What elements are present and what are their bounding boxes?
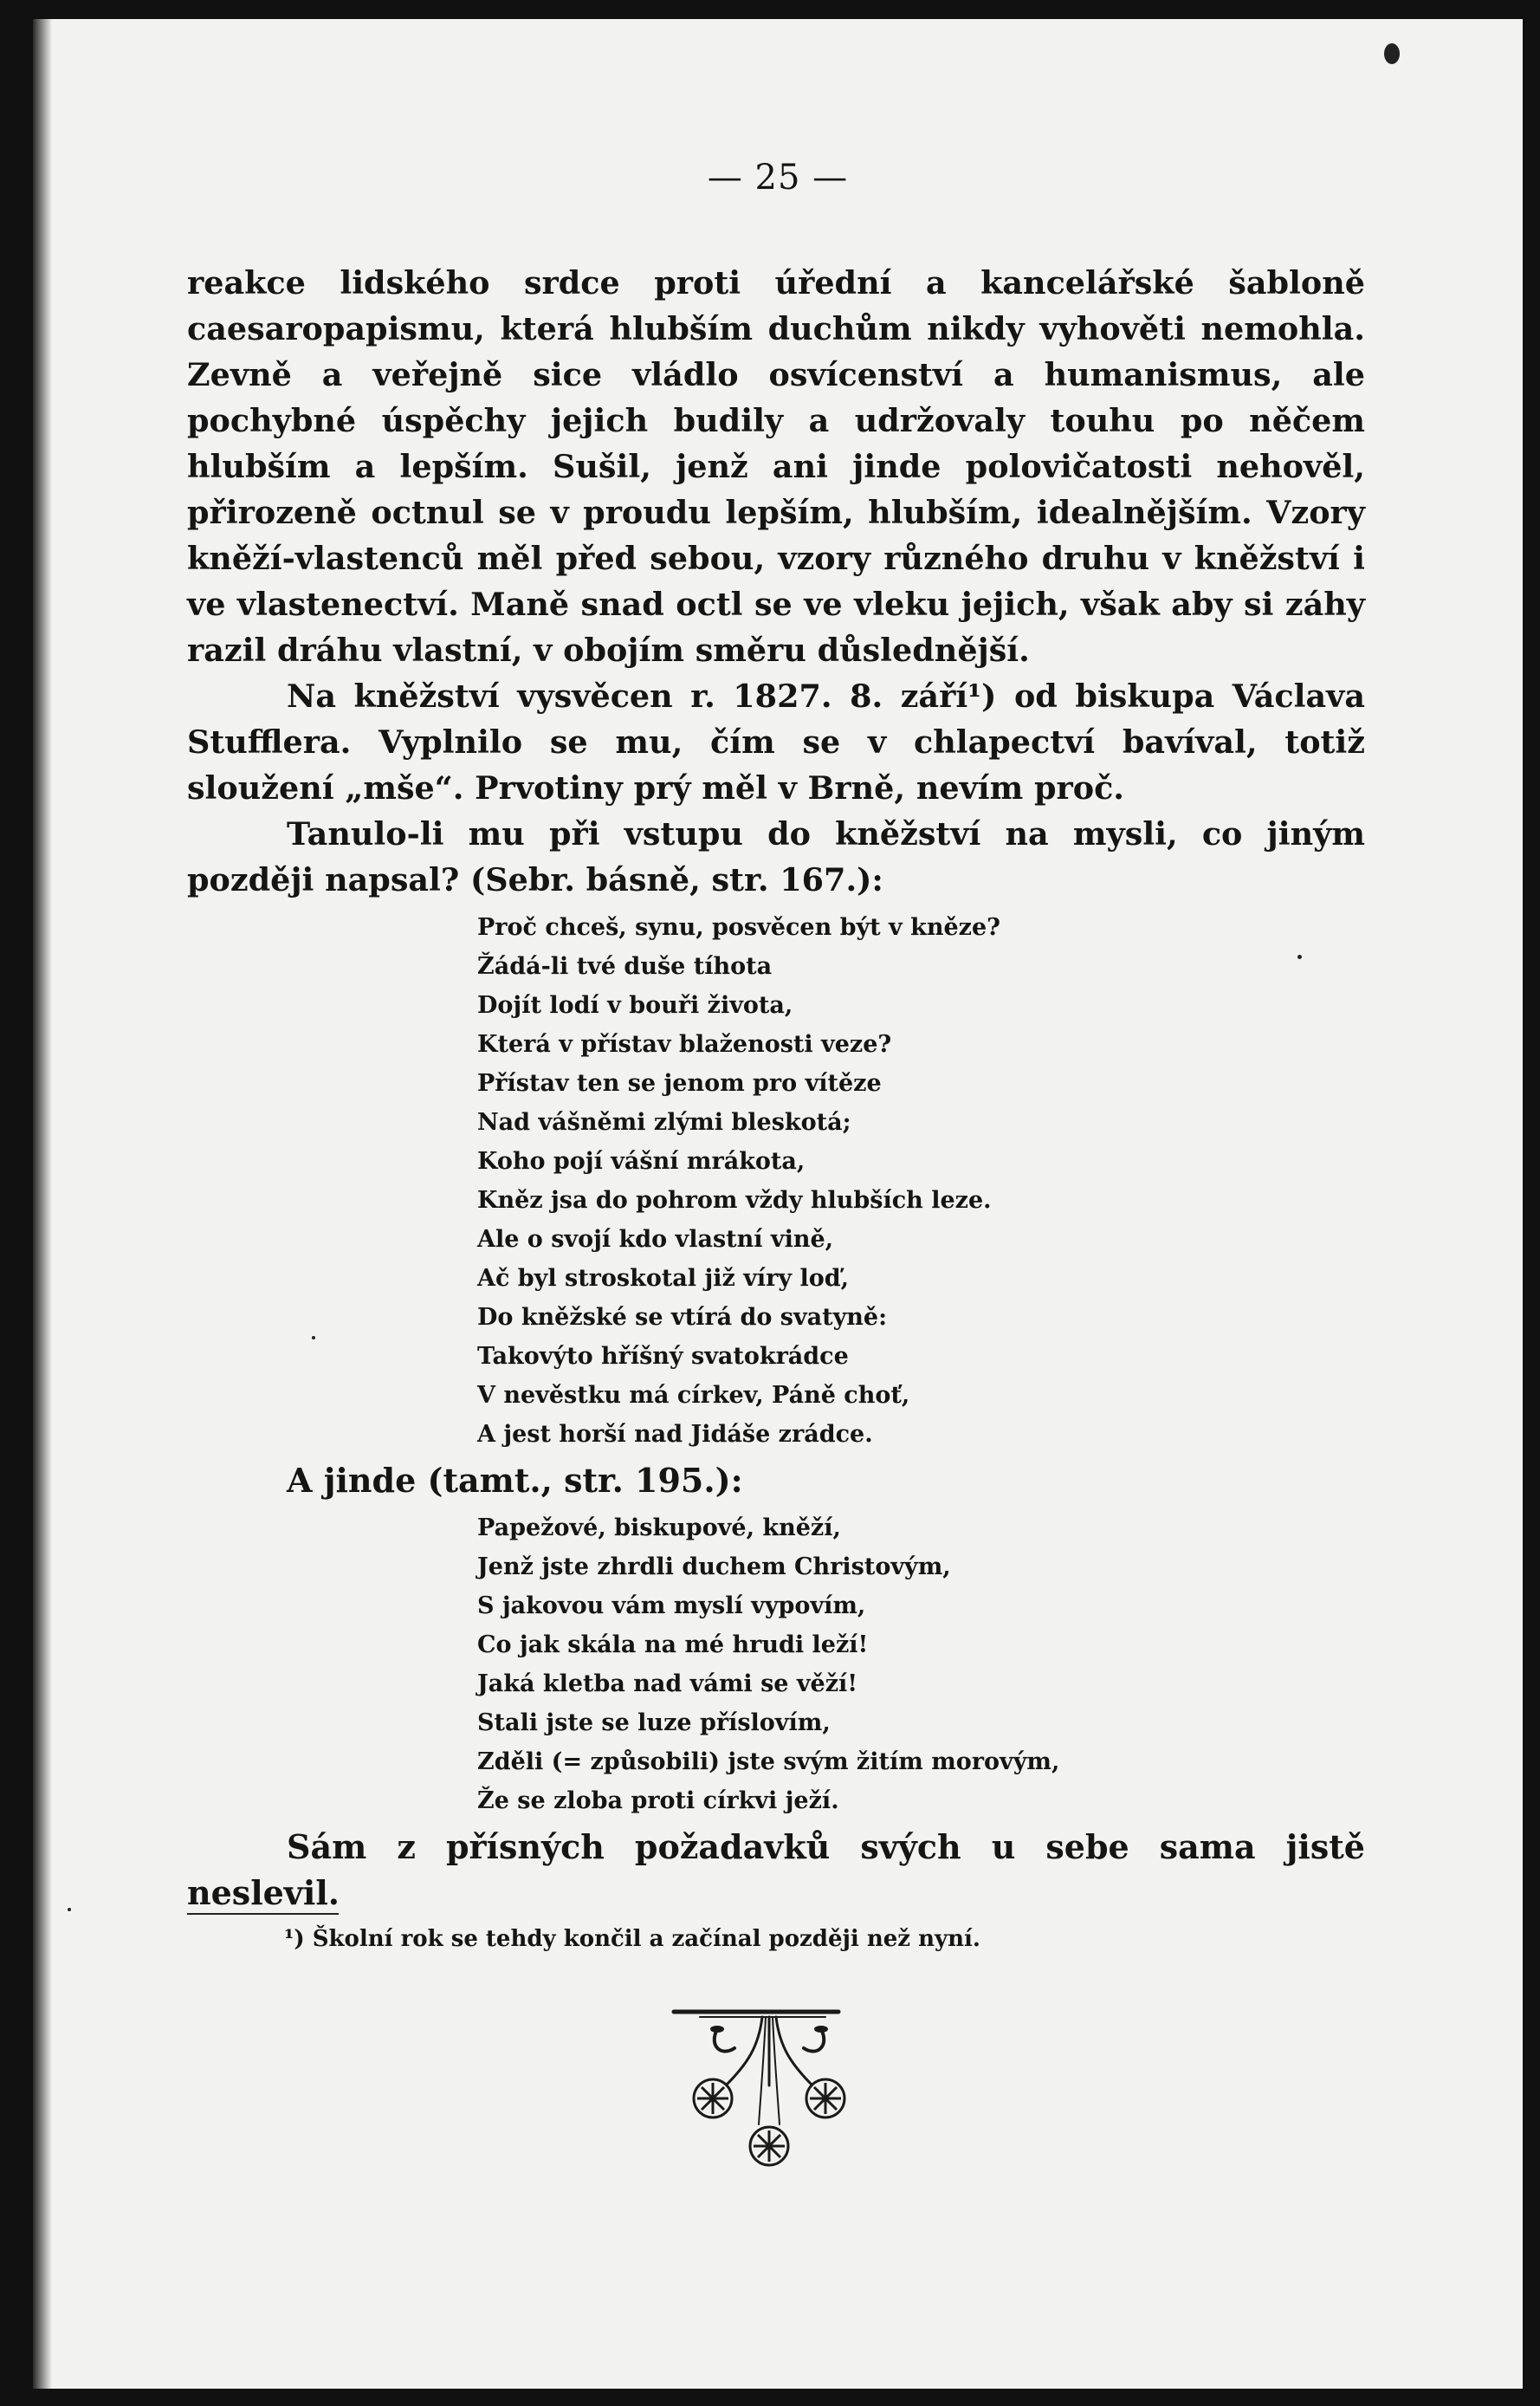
poem-line: Kněz jsa do pohrom vždy hlubších leze. bbox=[477, 1187, 992, 1214]
poem-line: Zděli (= způsobili) jste svým žitím morovým, bbox=[477, 1748, 1060, 1775]
ink-speck bbox=[68, 1908, 71, 1911]
poem-line: Nad vášněmi zlými bleskotá; bbox=[477, 1109, 851, 1136]
footnote: ¹) Školní rok se tehdy končil a začínal později než nyní. bbox=[284, 1926, 980, 1952]
page-number: — 25 — bbox=[707, 158, 849, 198]
ink-speck bbox=[1297, 955, 1302, 959]
paragraph-1: reakce lidského srdce proti úřední a kancelářské šabloně caesaropapismu, která hlubším duchům nikdy vyhověti nemohla. Zevně a veřejně sice vládlo osvícenství a humanismus, ale pochybné úspěchy jejich budily a udržovaly touhu po něčem hlubším a lepším. Sušil, jenž ani jinde polovičatosti nehověl, přirozeně octnul se v proudu lepším, hlubším, idealnějším. Vzory kněží-vlastenců měl před sebou, vzory různého druhu v kněžství i ve vlastenectví. Maně snad octl se ve vleku jejich, však aby si záhy razil dráhu vlastní, v obojím směru důslednější. bbox=[187, 264, 1365, 669]
floral-tailpiece-icon bbox=[665, 2003, 899, 2176]
body-text bbox=[187, 260, 1365, 1916]
poem-line: Do kněžské se vtírá do svatyně: bbox=[477, 1304, 888, 1331]
poem-line: Jaká kletba nad vámi se věží! bbox=[477, 1670, 858, 1697]
poem-line: Přístav ten se jenom pro vítěze bbox=[477, 1070, 882, 1097]
poem-line: Proč chceš, synu, posvěcen být v kněze? bbox=[477, 914, 1000, 941]
poem-line: Ale o svojí kdo vlastní vině, bbox=[477, 1226, 834, 1253]
ink-spot bbox=[1384, 43, 1400, 64]
paragraph-2: Na kněžství vysvěcen r. 1827. 8. září¹) od biskupa Václava Stufflera. Vyplnilo se mu, čím se v chlapectví bavíval, totiž sloužení „mše“. Prvotiny prý měl v Brně, nevím proč. bbox=[187, 678, 1365, 807]
page-edge-shadow bbox=[33, 19, 52, 2389]
poem-line: Koho pojí vášní mrákota, bbox=[477, 1148, 806, 1175]
poem-line: Která v přístav blaženosti veze? bbox=[477, 1031, 892, 1058]
book-page bbox=[33, 19, 1523, 2389]
poem-line: Ač byl stroskotal již víry loď, bbox=[477, 1265, 850, 1292]
ink-speck bbox=[312, 1336, 315, 1339]
poem-line: S jakovou vám myslí vypovím, bbox=[477, 1592, 866, 1619]
poem-line: Takovýto hříšný svatokrádce bbox=[477, 1343, 849, 1370]
poem-line: A jest horší nad Jidáše zrádce. bbox=[477, 1421, 873, 1448]
poem-line: Co jak skála na mé hrudi leží! bbox=[477, 1631, 869, 1658]
poem-line: Že se zloba proti církvi ježí. bbox=[477, 1787, 839, 1814]
poem-line: Papežové, biskupové, kněží, bbox=[477, 1514, 841, 1541]
poem-line: Stali jste se luze příslovím, bbox=[477, 1709, 831, 1736]
footnote-rule bbox=[187, 1913, 339, 1915]
poem-2 bbox=[477, 1508, 1365, 1820]
poem-line: Jenž jste zhrdli duchem Christovým, bbox=[477, 1553, 951, 1580]
poem-line: Žádá-li tvé duše tíhota bbox=[477, 953, 773, 980]
closing-sentence: Sám z přísných požadavků svých u sebe sama jistě neslevil. bbox=[187, 1827, 1365, 1912]
paragraph-3: Tanulo-li mu při vstupu do kněžství na mysli, co jiným později napsal? (Sebr. básně, str. 167.): bbox=[187, 815, 1365, 898]
poem-2-intro: A jinde (tamt., str. 195.): bbox=[287, 1461, 743, 1500]
poem-1 bbox=[477, 908, 1365, 1454]
poem-line: V nevěstku má církev, Páně choť, bbox=[477, 1382, 910, 1409]
poem-line: Dojít lodí v bouři života, bbox=[477, 992, 793, 1019]
